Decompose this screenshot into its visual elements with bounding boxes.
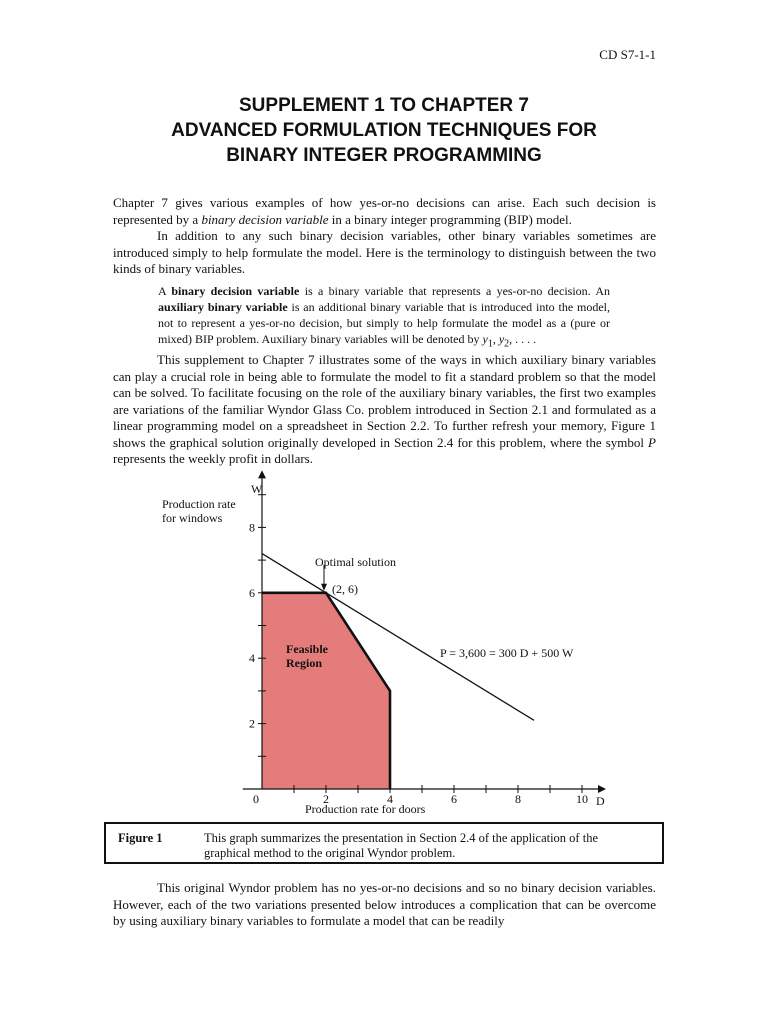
paragraph-4-block (113, 880, 656, 930)
caption-text: This graph summarizes the presentation in Section 2.4 of the application of the graphical method to the original Wyndor problem. (204, 831, 598, 860)
figure-caption (104, 822, 664, 864)
page-id: CD S7-1-1 (599, 47, 656, 62)
binary-decision-variable-term: binary decision variable (201, 211, 329, 227)
x-tick-label: 8 (515, 792, 521, 806)
definitions-block: A binary decision variable is a binary variable that represents a yes-or-no decision. An auxiliary binary variable is an additional binary variable that is introduced into the model, not to represent a yes-or-no decision, but simply to help formulate the model as a (pure or mixed) BIP problem. Auxiliary binary variables will be denoted by $y_1$, $y_2$, . . . . (158, 284, 610, 350)
term-auxiliary-binary-variable: auxiliary binary variable (158, 300, 288, 314)
y-axis-arrowhead (258, 470, 266, 478)
paragraph-3: This supplement to Chapter 7 illustrates some of the ways in which auxiliary binary variables can play a crucial role in being able to formulate the model to fit a standard problem so that the model can be solved. To facilitate focusing on the role of the auxiliary binary variables, the first two examples are variations of the familiar Wyndor Glass Co. problem introduced in Section 2.1 and formulated as a linear programming model on a spreadsheet in Section 2.2. To further refresh your memory, Figure 1 shows the graphical solution originally developed in Section 2.4 for this problem, where the symbol P represents the weekly profit in dollars. (113, 352, 656, 466)
x-tick-label: 10 (576, 792, 588, 806)
optimal-point-label: (2, 6) (332, 582, 358, 596)
x-tick-label: 2 (323, 792, 329, 806)
x-axis-label: Production rate for doors (305, 802, 426, 816)
y-axis-symbol: W (251, 482, 263, 496)
y-tick-label: 2 (249, 716, 255, 731)
feasible-region (262, 593, 390, 789)
optimal-solution-label: Optimal solution (315, 555, 396, 569)
title-line-1: SUPPLEMENT 1 TO CHAPTER 7 (239, 95, 529, 116)
title-line-2: ADVANCED FORMULATION TECHNIQUES FOR (171, 120, 597, 141)
y-tick-label: 4 (249, 651, 255, 666)
y-axis-label: Production rate for windows (162, 497, 236, 525)
x-tick-label: 4 (387, 792, 393, 806)
objective-line-label: P = 3,600 = 300 D + 500 W (440, 646, 574, 660)
x-tick-label: 6 (451, 792, 457, 806)
y-tick-label: 6 (249, 585, 255, 600)
paragraph-2: In addition to any such binary decision variables, other binary variables sometimes are introduced simply to help formulate the model. Here is the terminology to distinguish between the two kinds of binary variables. (113, 228, 656, 276)
paragraph-1: Chapter 7 gives various examples of how yes-or-no decisions can arise. Each such decision is represented by a binary decision variable in a binary integer programming (BIP) model. (113, 195, 656, 227)
feasible-region-label: Feasible Region (286, 642, 328, 670)
x-axis-arrowhead (598, 785, 606, 793)
caption-label: Figure 1 (118, 831, 163, 845)
figure-1-graph (150, 478, 620, 818)
y-tick-label: 8 (249, 520, 255, 535)
x-tick-label: 0 (253, 792, 259, 806)
paragraph-3-block (113, 352, 656, 468)
paragraph-4: This original Wyndor problem has no yes-or-no decisions and so no binary decision variables. However, each of the two variations presented below introduces a complication that can be overcome by using auxiliary binary variables to formulate a model that can be readily (113, 880, 656, 928)
title-line-3: BINARY INTEGER PROGRAMMING (226, 145, 542, 166)
supplement-title (100, 93, 668, 168)
term-binary-decision-variable: binary decision variable (171, 284, 300, 298)
intro-text (113, 195, 656, 278)
x-axis-symbol: D (596, 794, 605, 808)
